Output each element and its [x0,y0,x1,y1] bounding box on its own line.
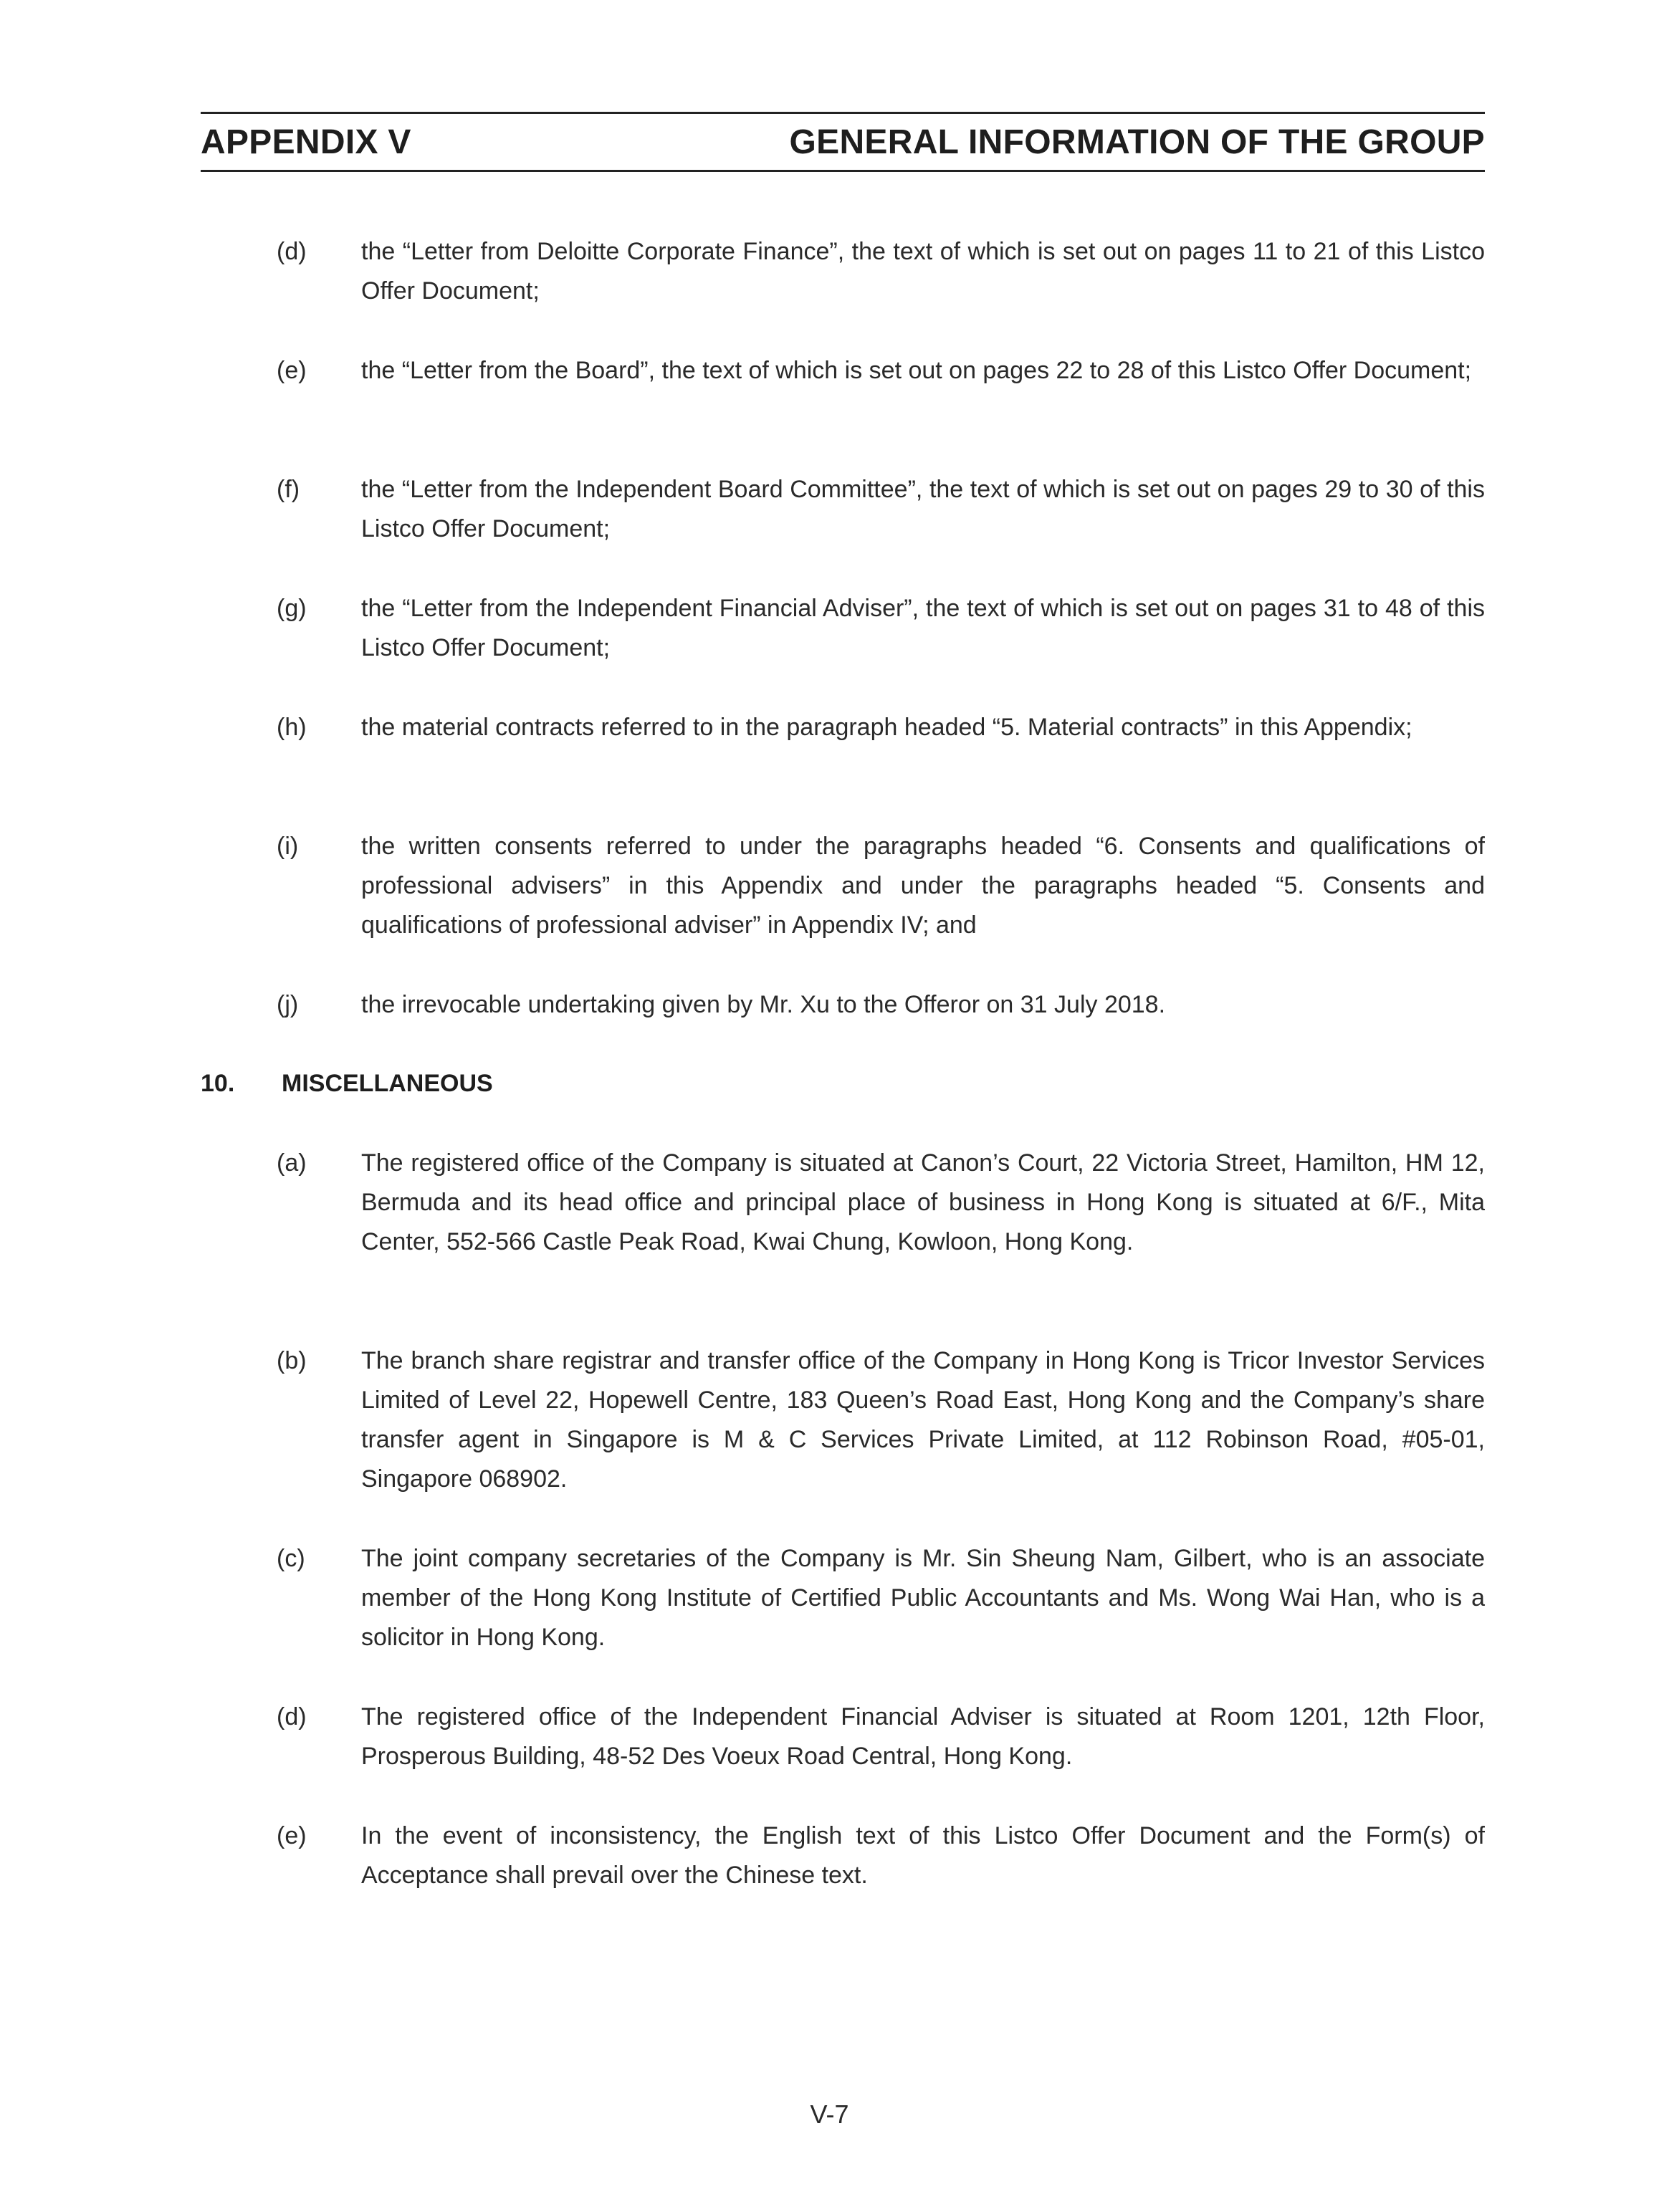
list-item [277,1816,1485,1895]
list-item-marker: (e) [277,357,307,384]
list-item-text: the “Letter from Deloitte Corporate Finance”, the text of which is set out on pages 11 to 21 of this Listco Offer Document; [361,238,1485,305]
list-item [277,1341,1485,1499]
list-item-text: The joint company secretaries of the Company is Mr. Sin Sheung Nam, Gilbert, who is an associate member of the Hong Kong Institute of Certified Public Accountants and Ms. Wong Wai Han, who is a solicitor in Hong Kong. [361,1545,1485,1651]
list-item [277,985,1485,1025]
list-item [277,827,1485,945]
list-item-marker: (i) [277,833,299,860]
list-item-marker: (d) [277,238,307,265]
section-title: MISCELLANEOUS [282,1070,493,1097]
list-item-marker: (e) [277,1822,307,1849]
list-item-text: In the event of inconsistency, the English text of this Listco Offer Document and the Form(s) of Acceptance shall prevail over the Chinese text. [361,1822,1485,1889]
list-item [277,232,1485,311]
page-header [201,112,1485,172]
list-item [277,1698,1485,1776]
list-item-text: the material contracts referred to in the paragraph headed “5. Material contracts” in this Appendix; [361,714,1412,741]
list-item-marker: (f) [277,476,300,503]
list-item-text: the “Letter from the Independent Board Committee”, the text of which is set out on pages 29 to 30 of this Listco Offer Document; [361,476,1485,542]
list-item [277,708,1485,747]
list-item-text: the written consents referred to under the paragraphs headed “6. Consents and qualifications of professional advisers” in this Appendix and under the paragraphs headed “5. Consents and qualifications of professional adviser” in Appendix IV; and [361,833,1485,939]
list-item-text: The registered office of the Independent Financial Adviser is situated at Room 1201, 12th Floor, Prosperous Building, 48-52 Des Voeux Road Central, Hong Kong. [361,1703,1485,1770]
list-item-text: The registered office of the Company is situated at Canon’s Court, 22 Victoria Street, Hamilton, HM 12, Bermuda and its head office and principal place of business in Hong Kong is situated at 6/F., Mita Center, 552-566 Castle Peak Road, Kwai Chung, Kowloon, Hong Kong. [361,1149,1485,1255]
section-number: 10. [201,1070,235,1097]
list-item [277,470,1485,549]
list-item-marker: (a) [277,1149,307,1177]
list-item-text: the “Letter from the Independent Financial Adviser”, the text of which is set out on pages 31 to 48 of this Listco Offer Document; [361,595,1485,661]
list-item [277,351,1485,391]
list-item-marker: (b) [277,1347,307,1374]
page-number: V-7 [810,2100,849,2129]
list-item-text: the irrevocable undertaking given by Mr. Xu to the Offeror on 31 July 2018. [361,991,1166,1018]
list-item-marker: (j) [277,991,299,1018]
list-item [277,1539,1485,1657]
list-item-marker: (d) [277,1703,307,1730]
header-appendix-label: APPENDIX V [201,123,411,161]
header-title: GENERAL INFORMATION OF THE GROUP [789,123,1485,161]
list-item-marker: (g) [277,595,307,622]
list-item-text: The branch share registrar and transfer office of the Company in Hong Kong is Tricor Investor Services Limited of Level 22, Hopewell Centre, 183 Queen’s Road East, Hong Kong and the Company’s share transfer agent in Singapore is M & C Services Private Limited, at 112 Robinson Road, #05-01, Singapore 068902. [361,1347,1485,1493]
section-heading [201,1064,493,1103]
list-item [277,1144,1485,1262]
list-item-marker: (c) [277,1545,305,1572]
list-item [277,589,1485,668]
list-item-marker: (h) [277,714,307,741]
list-item-text: the “Letter from the Board”, the text of which is set out on pages 22 to 28 of this Listco Offer Document; [361,357,1472,384]
